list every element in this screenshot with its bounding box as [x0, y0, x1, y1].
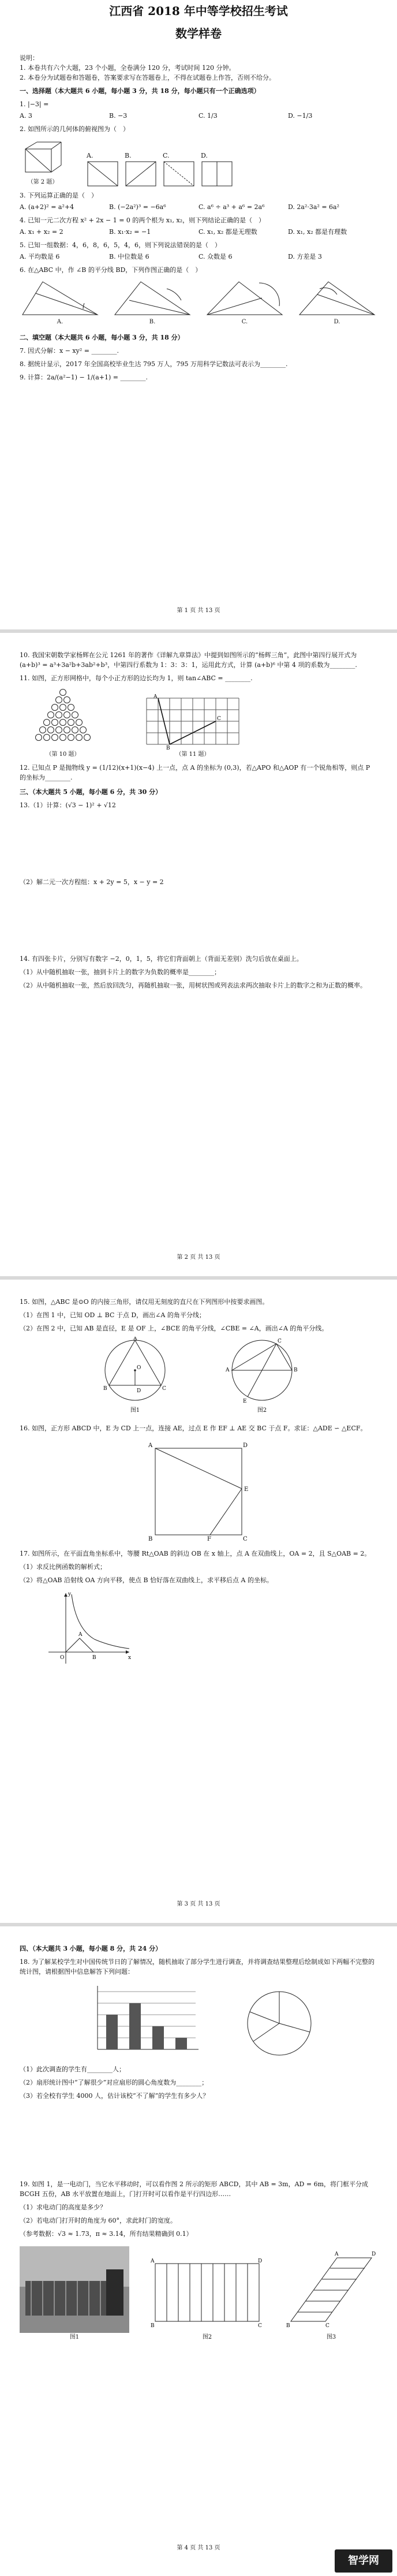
question-6: 6. 在△ABC 中，作 ∠B 的平分线 BD，下列作图正确的是（ ）: [20, 266, 202, 274]
option-c: C. x₁, x₂ 都是无理数: [198, 228, 257, 236]
triangle-dot: [52, 704, 58, 711]
question-19-part-1: （1）求电动门的高度是多少？: [20, 2204, 106, 2212]
triangle-dot: [76, 720, 83, 726]
question-18-part-1: （1）此次调查的学生有________人；: [20, 2066, 125, 2074]
exam-title: 江西省 2018 年中等学校招生考试: [109, 4, 288, 18]
svg-text:x: x: [128, 1654, 132, 1661]
svg-text:B: B: [294, 1367, 298, 1374]
svg-text:E: E: [244, 1486, 249, 1493]
svg-text:C: C: [217, 716, 221, 722]
triangle-dot: [60, 720, 66, 726]
triangle-dot: [44, 735, 50, 741]
svg-text:A: A: [226, 1367, 230, 1374]
option-b: B. −3: [109, 112, 128, 120]
question-2: 2. 如图所示的几何体的俯视图为（ ）: [20, 125, 129, 133]
figure-caption: （第 2 题）: [27, 179, 58, 186]
triangle-dot: [68, 720, 74, 726]
question-12: 12. 已知点 P 是抛物线 y = (1/12)(x+1)(x−4) 上一点，点 A 的坐标为 (0,3)，若△APO 和△AOP 有一个锐角相等，则点 P 的坐标为________.: [20, 763, 370, 781]
triangle-dot: [56, 727, 62, 733]
question-5-options: [20, 252, 377, 262]
page-footer: 第 3 页 共 13 页: [177, 1901, 220, 1907]
svg-text:B: B: [103, 1386, 107, 1392]
option-a: A. 平均数是 6: [20, 253, 60, 261]
section-1-heading: 一、选择题（本大题共 6 小题，每小题 3 分，共 18 分，每小题只有一个正确选项）: [20, 87, 260, 95]
question-8: 8. 据统计显示，2017 年全国高校毕业生达 795 万人，795 万用科学记数法可表示为________.: [20, 360, 288, 368]
page-footer: 第 1 页 共 13 页: [177, 607, 220, 614]
instruction-item: 2. 本卷分为试题卷和答题卷，答案要求写在答题卷上，不得在试题卷上作答，否则不给分。: [20, 74, 275, 82]
option-b: B. (−2a²)³ = −6a⁶: [109, 203, 166, 211]
option-a-figure: A.: [20, 277, 100, 327]
option-b-figure: B.: [125, 151, 157, 187]
triangle-dot: [84, 735, 91, 741]
question-18-part-3: （3）若全校有学生 4000 人，估计该校“不了解”的学生有多少人？: [20, 2092, 209, 2100]
svg-text:C: C: [243, 1535, 248, 1541]
gate-parallelogram-figure: B C A D 图3: [286, 2251, 376, 2340]
question-3: 3. 下列运算正确的是（ ）: [20, 191, 98, 199]
svg-text:B: B: [286, 2322, 290, 2329]
question-14-part-1: （1）从中随机抽取一张，抽到卡片上的数字为负数的概率是________；: [20, 968, 220, 976]
question-17-figure: [43, 1589, 377, 1669]
svg-text:B: B: [92, 1654, 96, 1661]
question-19: 19. 如图 1，是一电动门，当它水平移动时，可以看作图 2 所示的矩形 ABCD，其中 AB = 3m，AD = 6m，将门框平分成 BCGH 五份，AB 水平放置在地面上，门打开时可以看作是平行四边形……: [20, 2180, 369, 2198]
svg-text:A: A: [153, 694, 158, 700]
question-7: 7. 因式分解：x − xy² = ________.: [20, 346, 119, 355]
question-1-options: [20, 111, 377, 121]
triangle-dot: [60, 704, 66, 711]
question-17-part-1: （1）求反比例函数的解析式；: [20, 1563, 106, 1571]
question-15-part-2: （2）在图 2 中，已知 AB 是直径，E 是 OF 上，∠BCE 的角平分线，∠CBE = ∠A，画出∠A 的角平分线。: [20, 1325, 328, 1333]
option-d: D. x₁, x₂ 都是有理数: [288, 228, 347, 236]
svg-text:D: D: [243, 1442, 248, 1449]
svg-text:D: D: [137, 1388, 141, 1395]
triangle-dot: [64, 727, 70, 733]
svg-text:C: C: [258, 2322, 262, 2329]
svg-text:E: E: [243, 1399, 247, 1405]
question-14: 14. 有四张卡片，分别写有数字 −2，0，1，5，将它们背面朝上（背面无差别）洗匀后放在桌面上。: [20, 955, 303, 963]
question-11: 11. 如图，正方形网格中，每个小正方形的边长均为 1，则 tan∠ABC = ________.: [20, 674, 253, 683]
svg-text:O: O: [137, 1365, 141, 1371]
question-15-figures: [20, 1337, 377, 1415]
page-4: [0, 1940, 397, 2342]
question-3-options: [20, 202, 377, 212]
svg-text:A: A: [151, 2258, 155, 2264]
instruction-item: 1. 本卷共有六个大题，23 个小题，全卷满分 120 分，考试时间 120 分钟。: [20, 64, 235, 72]
svg-text:B: B: [166, 745, 170, 751]
question-9: 9. 计算：2a/(a²−1) − 1/(a+1) = ________.: [20, 373, 148, 381]
triangle-dot: [56, 697, 62, 703]
option-b: B. 中位数是 6: [109, 253, 149, 261]
svg-text:B: B: [148, 1535, 153, 1541]
triangle-dot: [72, 712, 78, 718]
svg-text:y: y: [68, 1591, 72, 1597]
grid-figure: A B C （第 11 题）: [153, 694, 221, 758]
question-18: 18. 为了解某校学生对中国传统节日的了解情况，随机抽取了部分学生进行调查，并将调查结果整理后绘制成如下两幅不完整的统计图，请根据图中信息解答下列问题：: [20, 1958, 374, 1976]
svg-text:A: A: [148, 1442, 153, 1449]
option-c-figure: C.: [204, 277, 285, 327]
instructions-label: 说明：: [20, 54, 39, 62]
triangle-dot: [52, 720, 58, 726]
page-footer: 第 4 页 共 13 页: [177, 2545, 220, 2551]
svg-text:O: O: [60, 1654, 65, 1661]
question-17-part-2: （2）将△OAB 沿射线 OA 方向平移，使点 B 恰好落在双曲线上，求平移后点 A 的坐标。: [20, 1576, 273, 1584]
exam-subtitle: 数学样卷: [175, 27, 222, 40]
question-18-figures: [20, 1980, 377, 2061]
question-1: 1. |−3| =: [20, 100, 49, 109]
triangle-dot: [80, 727, 87, 733]
question-16: 16. 如图，正方形 ABCD 中，E 为 CD 上一点，连接 AE，过点 E 作 EF ⊥ AE 交 BC 于点 F。求证：△ADE ∽ △ECF。: [20, 1424, 367, 1432]
svg-text:A: A: [78, 1631, 83, 1638]
option-c: C. 众数是 6: [198, 253, 233, 261]
option-b: B. x₁·x₂ = −1: [109, 228, 151, 236]
triangle-dot: [44, 720, 50, 726]
option-a: A. 3: [20, 112, 32, 120]
triangle-dot: [40, 727, 46, 733]
svg-text:C: C: [162, 1386, 166, 1392]
svg-text:A: A: [133, 1337, 137, 1343]
question-17: 17. 如图所示，在平面直角坐标系中，等腰 Rt△OAB 的斜边 OB 在 x 轴上，点 A 在双曲线上，OA = 2，且 S△OAB = 2。: [20, 1549, 371, 1557]
svg-text:A: A: [335, 2251, 339, 2257]
question-10: 10. 我国宋朝数学家杨辉在公元 1261 年的著作《详解九章算法》中提到如图所示的“杨辉三角”，此图中第四行展开式为 (a+b)³ = a³+3a²b+3ab²+b³，中第四行系数为 1：3：3：1，运用此方式，计算 (a+b)⁶ 中第 4 项的系数为________.: [20, 651, 357, 669]
question-15-part-1: （1）在图 1 中，已知 OD ⊥ BC 于点 D，画出∠A 的角平分线；: [20, 1311, 205, 1319]
question-2-figures: [20, 137, 377, 187]
svg-text:D: D: [258, 2258, 263, 2264]
triangle-dot: [48, 712, 54, 718]
yang-hui-triangle-figure: （第 10 题）: [20, 687, 106, 759]
page-separator: [0, 1276, 397, 1280]
svg-text:F: F: [207, 1535, 211, 1541]
solid-figure: [20, 137, 66, 187]
section-4-heading: 四、（本大题共 3 小题，每小题 8 分，共 24 分）: [20, 1945, 162, 1952]
option-a-figure: A.: [87, 151, 119, 187]
triangle-dot: [76, 735, 83, 741]
svg-text:C: C: [278, 1339, 282, 1345]
triangle-dot: [64, 712, 70, 718]
question-6-figures: [20, 277, 377, 327]
triangle-dot: [48, 727, 54, 733]
triangle-dot: [72, 727, 78, 733]
section-3-heading: 三、（本大题共 5 小题，每小题 6 分，共 30 分）: [20, 788, 162, 796]
circle-figure-1: A B C D O 图1: [103, 1337, 166, 1414]
question-19-figures: [20, 2246, 377, 2342]
triangle-dot: [56, 712, 62, 718]
question-5: 5. 已知一组数据：4，6，8，6，5，4，6，则下列说法错误的是（ ）: [20, 241, 221, 249]
triangle-dot: [36, 735, 42, 741]
question-19-reference: （参考数据：√3 ≈ 1.73，π ≈ 3.14，所有结果精确到 0.1）: [20, 2230, 193, 2238]
option-c: C. 1/3: [198, 112, 218, 120]
triangle-dot: [68, 735, 74, 741]
option-a: A. (a+2)² = a²+4: [20, 203, 74, 211]
page-separator: [0, 1923, 397, 1926]
page-3: [0, 1293, 397, 1669]
circle-figure-2: A B C E 图2: [226, 1339, 298, 1414]
bar-chart-figure: [80, 1980, 207, 2061]
option-d-figure: D.: [297, 277, 377, 327]
page-separator: [0, 629, 397, 633]
question-4-options: [20, 227, 377, 237]
option-d-figure: D.: [201, 151, 233, 187]
section-2-heading: 二、填空题（本大题共 6 小题，每小题 3 分，共 18 分）: [20, 333, 184, 341]
questions-10-11-figures: [20, 687, 377, 759]
question-14-part-2: （2）从中随机抽取一张，然后放回洗匀，再随机抽取一张，用树状图或列表法求两次抽取卡片上的数字之和为正数的概率。: [20, 981, 366, 989]
gate-rectangle-figure: A D B C 图2: [151, 2258, 263, 2340]
triangle-dot: [60, 689, 66, 696]
option-d: D. 2a²·3a² = 6a²: [288, 203, 340, 211]
triangle-dot: [68, 704, 74, 711]
page-1: [0, 0, 397, 382]
svg-text:B: B: [151, 2322, 155, 2329]
triangle-dot: [60, 735, 66, 741]
option-d: D. 方差是 3: [288, 253, 322, 261]
question-13-part-1: 13.（1）计算：(√3 − 1)² + √12: [20, 801, 116, 809]
triangle-dot: [52, 735, 58, 741]
svg-text:D: D: [372, 2251, 376, 2257]
question-18-part-2: （2）扇形统计图中“了解很少”对应扇形的圆心角度数为________；: [20, 2079, 208, 2087]
page-2: [0, 647, 397, 990]
option-c-figure: C.: [163, 151, 195, 187]
option-d: D. −1/3: [288, 112, 313, 120]
page-footer: 第 2 页 共 13 页: [177, 1254, 220, 1261]
question-4: 4. 已知一元二次方程 x² + 2x − 1 = 0 的两个根为 x₁, x₂，则下列结论正确的是（ ）: [20, 216, 265, 224]
triangle-dot: [64, 697, 70, 703]
option-c: C. a⁶ ÷ a³ + a⁶ = 2a⁶: [198, 203, 265, 211]
svg-text:C: C: [325, 2322, 329, 2329]
pie-chart-figure: [242, 1986, 317, 2061]
gate-photo: 图1: [20, 2246, 129, 2342]
question-19-part-2: （2）若电动门打开时的角度为 60°，求此时门的宽度。: [20, 2217, 177, 2225]
question-13-part-2: （2）解二元一次方程组：x + 2y = 5，x − y = 2: [20, 878, 164, 886]
option-b-figure: B.: [112, 277, 193, 327]
option-a: A. x₁ + x₂ = 2: [20, 228, 63, 236]
question-16-figure: [20, 1437, 377, 1541]
site-watermark-logo: 智学网: [335, 2549, 392, 2573]
question-15: 15. 如图，△ABC 是⊙O 的内接三角形，请仅用无刻度的直尺在下列图形中按要求画图。: [20, 1298, 269, 1306]
